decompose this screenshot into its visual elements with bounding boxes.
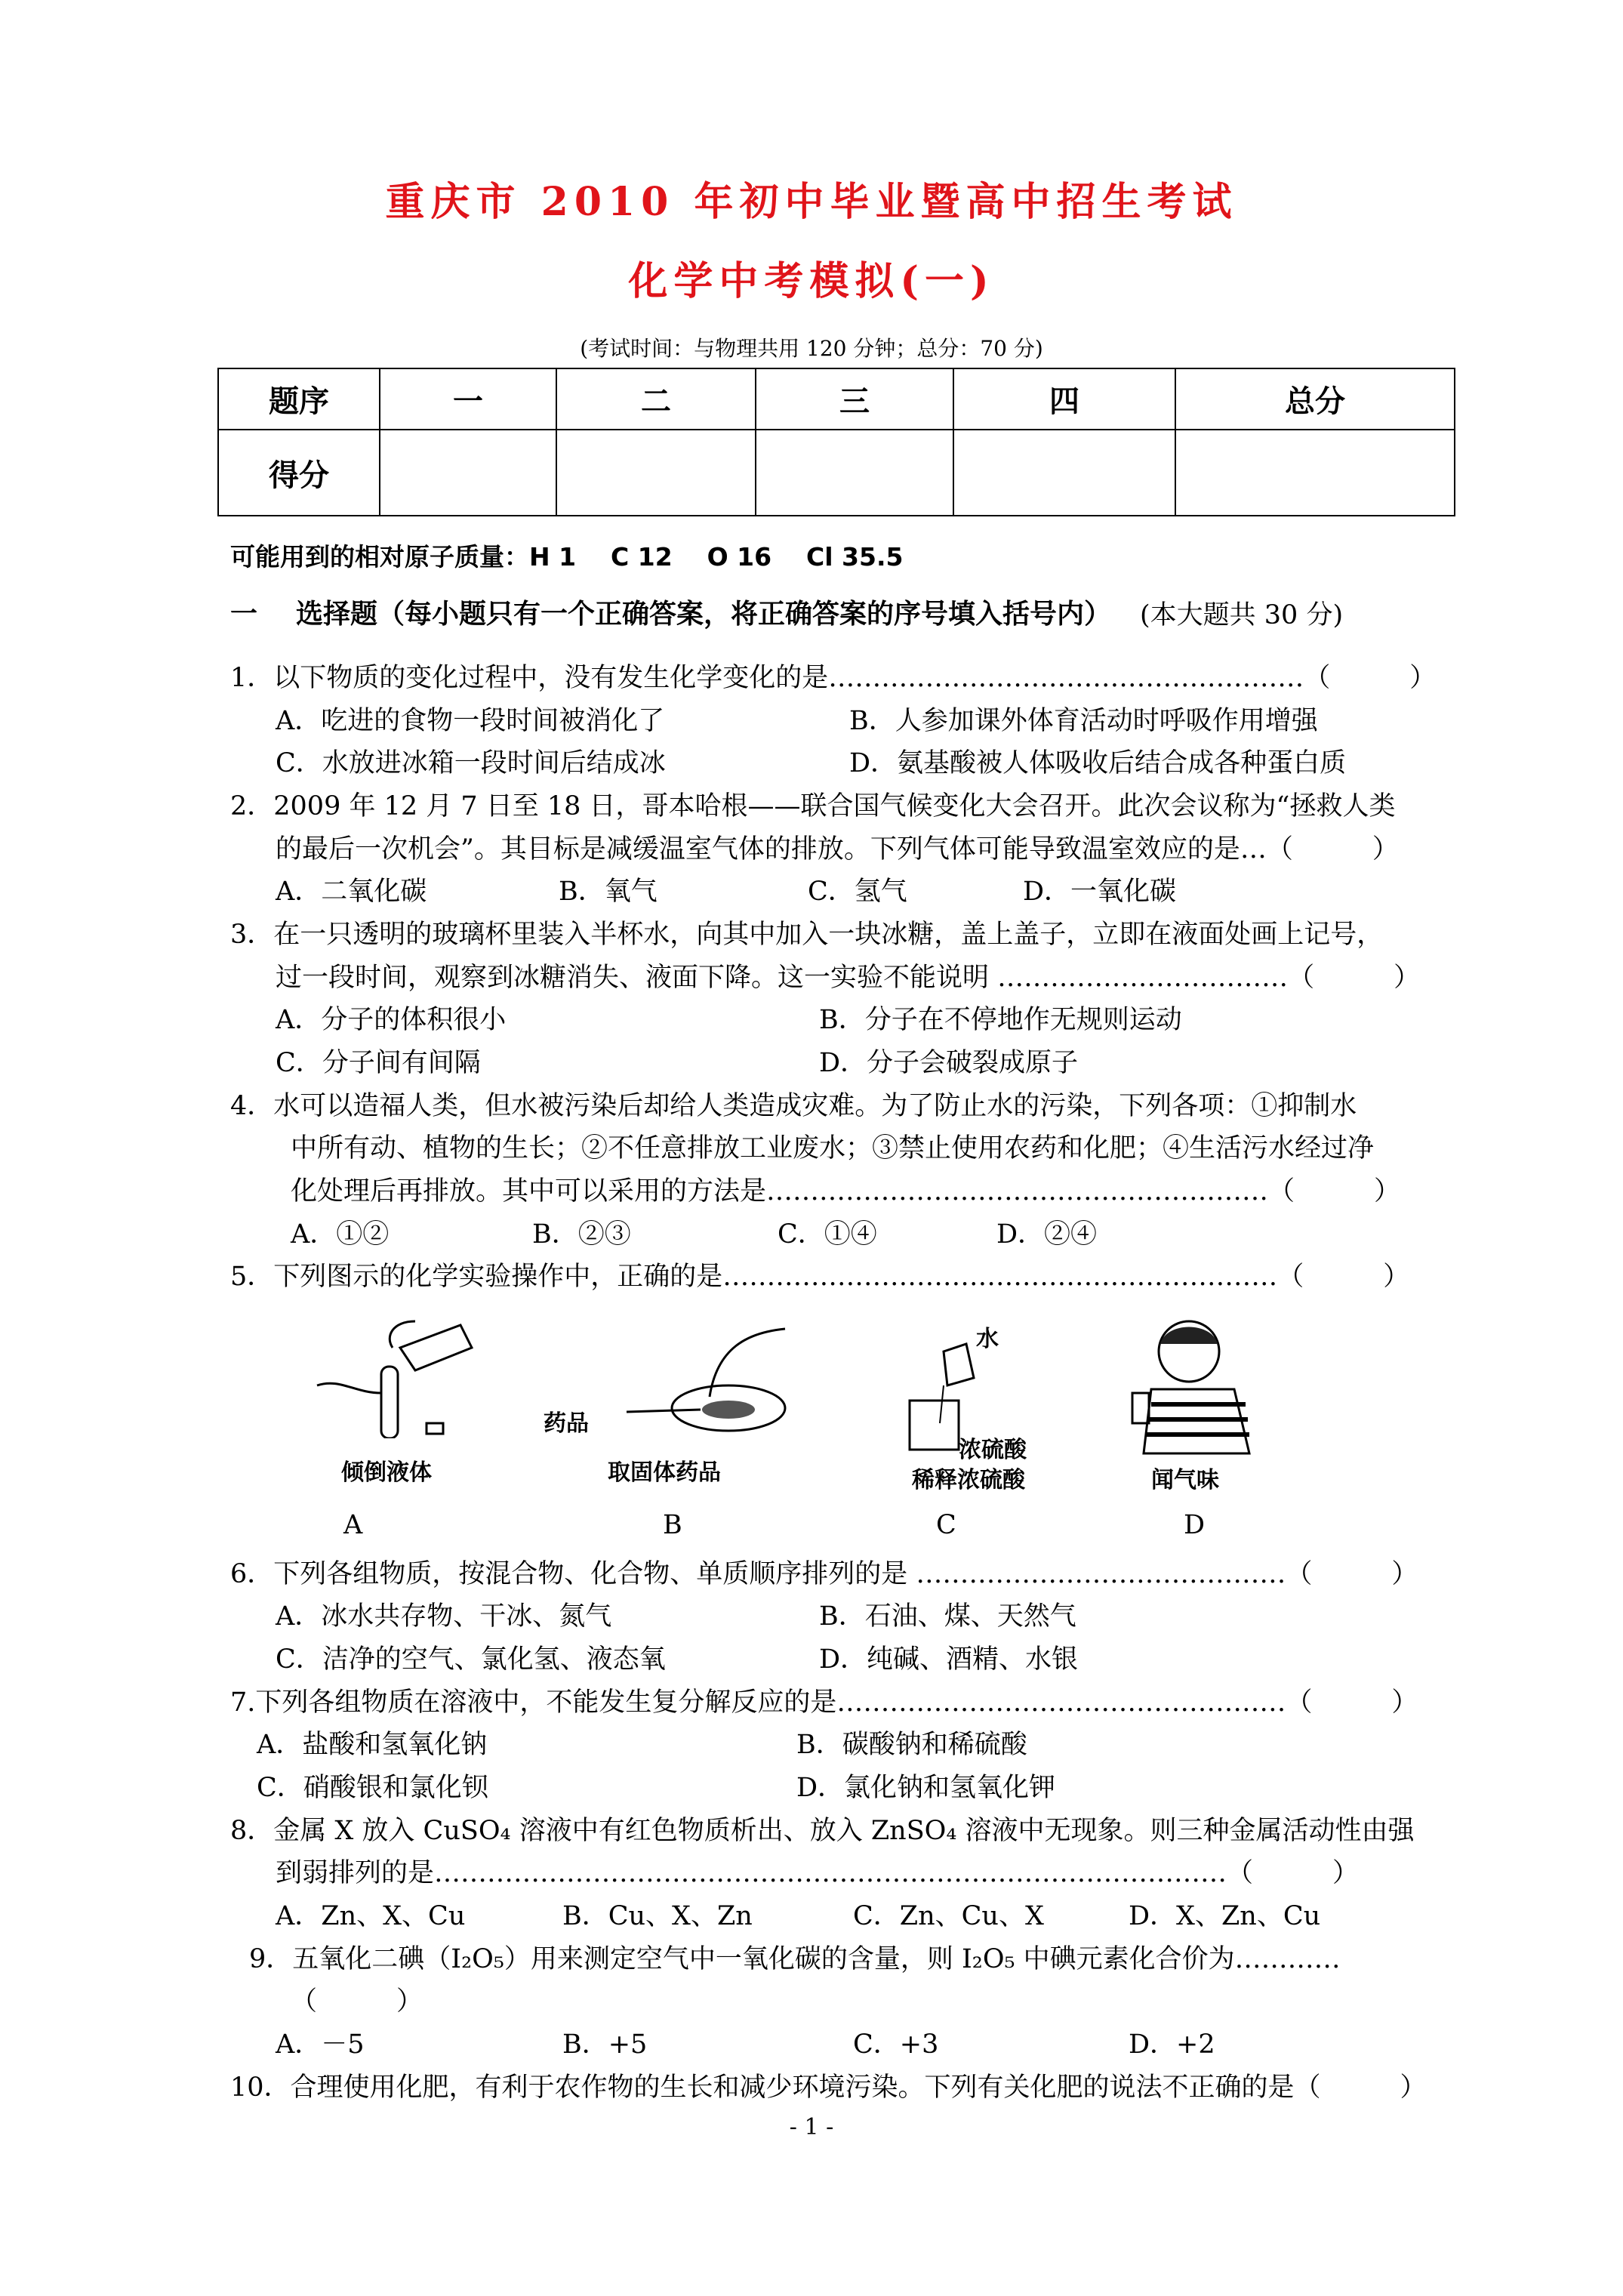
figure-letter-d[interactable]: D [1184, 1510, 1206, 1540]
score-table [217, 368, 1455, 516]
q8-option-a[interactable]: A．Zn、X、Cu [276, 1901, 466, 1931]
q3-option-c[interactable]: C．分子间有间隔 [276, 1048, 481, 1078]
figure-letter-c[interactable]: C [936, 1510, 956, 1540]
q9-option-b[interactable]: B．+5 [562, 2029, 648, 2060]
q1-option-a[interactable]: A．吃进的食物一段时间被消化了 [276, 706, 665, 736]
q1-option-c[interactable]: C．水放进冰箱一段时间后结成冰 [276, 748, 666, 778]
figure-letter-b[interactable]: B [663, 1510, 682, 1540]
q8-option-d[interactable]: D．X、Zn、Cu [1129, 1901, 1321, 1931]
q2-option-b[interactable]: B．氧气 [559, 877, 658, 907]
exam-subtitle: 化学中考模拟(一) [628, 258, 995, 304]
q6-option-a[interactable]: A．冰水共存物、干冰、氮气 [276, 1601, 612, 1632]
score-table-header: 四 [953, 368, 1175, 430]
q9-option-a[interactable]: A．－5 [276, 2029, 365, 2060]
q4-option-b[interactable]: B．②③ [532, 1219, 631, 1250]
q9-option-d[interactable]: D．+2 [1129, 2029, 1215, 2060]
q9-stem-line1: 9．五氧化二碘（I₂O₅）用来测定空气中一氧化碳的含量，则 I₂O₅ 中碘元素化合价为………… [249, 1944, 1341, 1974]
q6-option-b[interactable]: B．石油、煤、天然气 [819, 1601, 1076, 1632]
q4-stem-line1: 4．水可以造福人类，但水被污染后却给人类造成灾难。为了防止水的污染，下列各项：①抑制水 [230, 1091, 1357, 1121]
score-table-header: 二 [556, 368, 756, 430]
q10-stem: 10．合理使用化肥，有利于农作物的生长和减少环境污染。下列有关化肥的说法不正确的是（ ） [230, 2073, 1427, 2103]
q8-option-c[interactable]: C．Zn、Cu、X [853, 1901, 1044, 1931]
q2-option-d[interactable]: D．一氧化碳 [1023, 877, 1177, 907]
q7-option-d[interactable]: D．氯化钠和氢氧化钾 [796, 1773, 1056, 1803]
q3-option-d[interactable]: D．分子会破裂成原子 [819, 1048, 1079, 1078]
score-cell[interactable] [953, 430, 1175, 516]
score-table-header: 三 [756, 368, 953, 430]
score-row-label: 得分 [218, 430, 380, 516]
q8-stem-line1: 8．金属 X 放入 CuSO₄ 溶液中有红色物质析出、放入 ZnSO₄ 溶液中无现象。则三种金属活动性由强 [230, 1816, 1415, 1846]
q6-option-c[interactable]: C．洁净的空气、氯化氢、液态氧 [276, 1644, 666, 1675]
score-table-header: 一 [380, 368, 556, 430]
figure-b-caption: 取固体药品 [608, 1459, 721, 1486]
q4-option-c[interactable]: C．①④ [778, 1219, 877, 1250]
page-number: - 1 - [789, 2114, 834, 2140]
score-cell[interactable] [1175, 430, 1455, 516]
section-points: (本大题共 30 分) [1140, 600, 1344, 630]
q4-option-a[interactable]: A．①② [291, 1219, 390, 1250]
q9-stem-line2: （ ） [291, 1986, 423, 2017]
q2-stem-line2: 的最后一次机会”。其目标是减缓温室气体的排放。下列气体可能导致温室效应的是…（ ） [276, 834, 1399, 864]
score-table-header: 总分 [1175, 368, 1455, 430]
q3-option-b[interactable]: B．分子在不停地作无规则运动 [819, 1005, 1182, 1035]
q6-option-d[interactable]: D．纯碱、酒精、水银 [819, 1644, 1079, 1675]
score-cell[interactable] [556, 430, 756, 516]
q1-option-b[interactable]: B．人参加课外体育活动时呼吸作用增强 [849, 706, 1318, 736]
q4-option-d[interactable]: D．②④ [996, 1219, 1098, 1250]
q7-option-c[interactable]: C．硝酸银和氯化钡 [257, 1773, 488, 1803]
section-title: 选择题（每小题只有一个正确答案，将正确答案的序号填入括号内） [296, 599, 1112, 630]
q5-stem: 5．下列图示的化学实验操作中，正确的是………………………………………………………（ ） [230, 1262, 1410, 1292]
q4-stem-line3: 化处理后再排放。其中可以采用的方法是…………………………………………………（ ） [291, 1176, 1401, 1207]
q7-option-a[interactable]: A．盐酸和氢氧化钠 [257, 1730, 488, 1760]
atomic-mass-line: 可能用到的相对原子质量：H 1 C 12 O 16 Cl 35.5 [230, 542, 904, 572]
q7-stem: 7.下列各组物质在溶液中，不能发生复分解反应的是……………………………………………（ ） [230, 1687, 1418, 1718]
q7-option-b[interactable]: B．碳酸钠和稀硫酸 [796, 1730, 1027, 1760]
figure-letter-a[interactable]: A [343, 1510, 363, 1540]
q3-stem-line2: 过一段时间，观察到冰糖消失、液面下降。这一实验不能说明 ……………………………（ ） [276, 963, 1421, 993]
figure-b-drug-label: 药品 [544, 1410, 589, 1437]
q1-stem: 1．以下物质的变化过程中，没有发生化学变化的是………………………………………………（ ） [230, 663, 1437, 693]
figure-c-caption: 稀释浓硫酸 [912, 1467, 1025, 1493]
q8-option-b[interactable]: B．Cu、X、Zn [562, 1901, 753, 1931]
q3-option-a[interactable]: A．分子的体积很小 [276, 1005, 507, 1035]
q8-stem-line2: 到弱排列的是………………………………………………………………………………（ ） [276, 1858, 1360, 1888]
q1-option-d[interactable]: D．氨基酸被人体吸收后结合成各种蛋白质 [849, 748, 1347, 778]
figure-c-acid-label: 浓硫酸 [959, 1437, 1027, 1463]
q9-option-c[interactable]: C．+3 [853, 2029, 939, 2060]
q2-option-c[interactable]: C．氢气 [808, 877, 907, 907]
score-cell[interactable] [756, 430, 953, 516]
q3-stem-line1: 3．在一只透明的玻璃杯里装入半杯水，向其中加入一块冰糖，盖上盖子，立即在液面处画上记号， [230, 920, 1384, 950]
exam-title: 重庆市 2010 年初中毕业暨高中招生考试 [385, 179, 1238, 225]
pour-liquid-figure [310, 1318, 491, 1438]
score-table-header: 题序 [218, 368, 380, 430]
q6-stem: 6．下列各组物质，按混合物、化合物、单质顺序排列的是 ……………………………………（ ） [230, 1559, 1418, 1589]
score-cell[interactable] [380, 430, 556, 516]
section-number: 一 [230, 599, 258, 630]
q2-stem-line1: 2．2009 年 12 月 7 日至 18 日，哥本哈根——联合国气候变化大会召开。此次会议称为“拯救人类 [230, 791, 1396, 821]
q4-stem-line2: 中所有动、植物的生长；②不任意排放工业废水；③禁止使用农药和化肥；④生活污水经过净 [291, 1133, 1375, 1163]
q2-option-a[interactable]: A．二氧化碳 [276, 877, 427, 907]
figure-a-caption: 倾倒液体 [341, 1459, 432, 1486]
smell-figure [1129, 1318, 1257, 1457]
exam-info: (考试时间：与物理共用 120 分钟；总分：70 分) [580, 336, 1043, 361]
take-solid-figure [604, 1325, 800, 1438]
figure-c-water-label: 水 [976, 1326, 999, 1352]
figure-d-caption: 闻气味 [1151, 1467, 1219, 1493]
